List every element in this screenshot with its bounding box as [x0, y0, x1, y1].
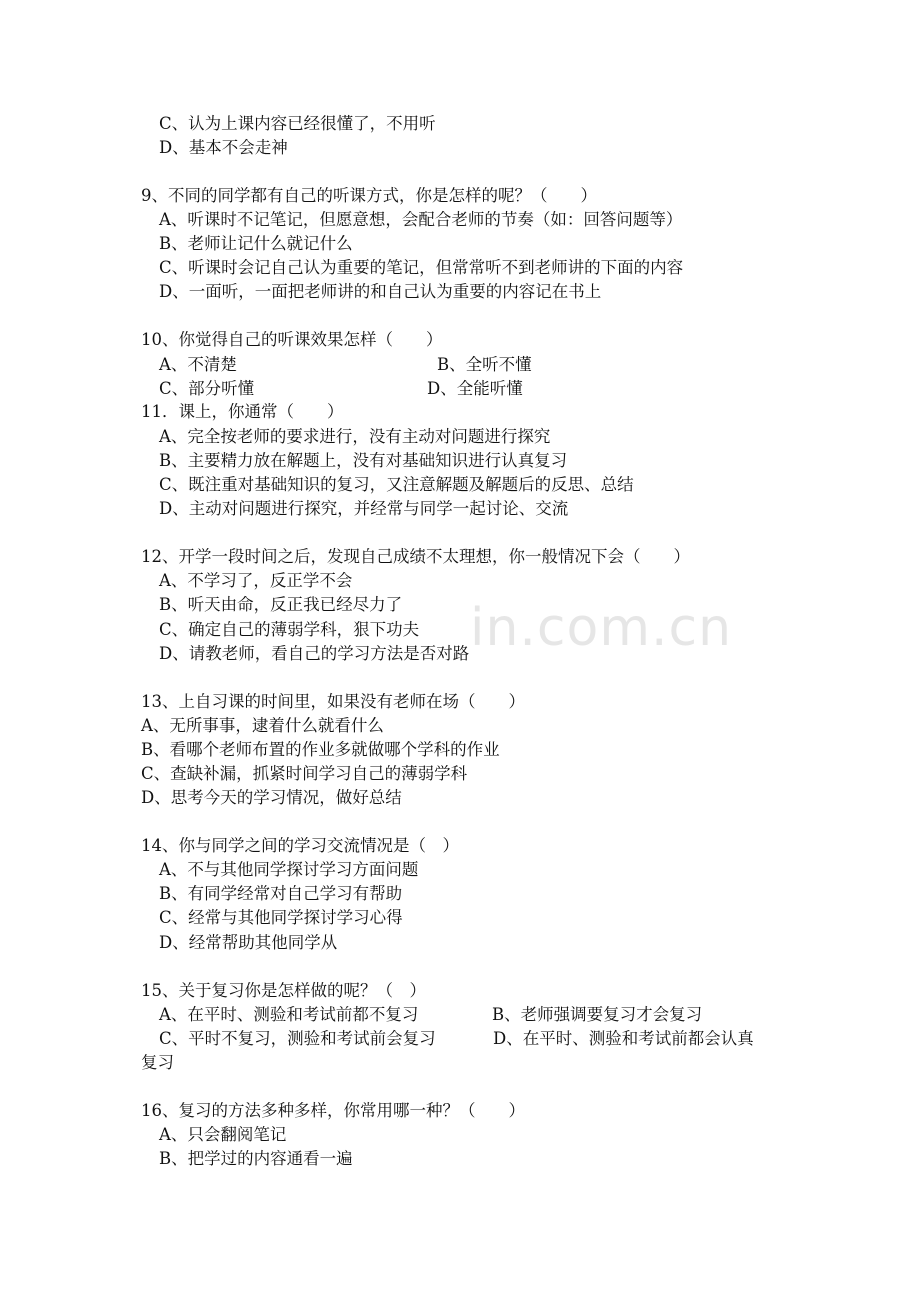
- option-10c: C、部分听懂: [159, 379, 255, 398]
- option-11b: B、主要精力放在解题上，没有对基础知识进行认真复习: [159, 451, 568, 470]
- question-9: 9、不同的同学都有自己的听课方式，你是怎样的呢？（ ）: [141, 186, 597, 205]
- question-11: 11．课上，你通常（ ）: [141, 402, 344, 421]
- option-9c: C、听课时会记自己认为重要的笔记，但常常听不到老师讲的下面的内容: [159, 258, 684, 277]
- option-15d: D、在平时、测验和考试前都会认真: [493, 1029, 754, 1048]
- option-12b: B、听天由命，反正我已经尽力了: [159, 595, 403, 614]
- option-8c: C、认为上课内容已经很懂了，不用听: [159, 114, 436, 133]
- question-12: 12、开学一段时间之后，发现自己成绩不太理想，你一般情况下会（ ）: [141, 547, 690, 566]
- question-15: 15、关于复习你是怎样做的呢？（ ）: [141, 981, 426, 1000]
- option-9a: A、听课时不记笔记，但愿意想，会配合老师的节奏（如：回答问题等）: [159, 210, 683, 229]
- option-16b: B、把学过的内容通看一遍: [159, 1149, 353, 1168]
- option-11d: D、主动对问题进行探究，并经常与同学一起讨论、交流: [159, 499, 569, 518]
- option-13c: C、查缺补漏，抓紧时间学习自己的薄弱学科: [141, 764, 468, 783]
- option-8d: D、基本不会走神: [159, 138, 288, 157]
- watermark: in.com.cn: [470, 598, 733, 658]
- option-15a: A、在平时、测验和考试前都不复习: [159, 1005, 419, 1024]
- option-10a: A、不清楚: [159, 355, 237, 374]
- option-12c: C、确定自己的薄弱学科，狠下功夫: [159, 620, 420, 639]
- question-16: 16、复习的方法多种多样，你常用哪一种？（ ）: [141, 1101, 525, 1120]
- option-14a: A、不与其他同学探讨学习方面问题: [159, 860, 419, 879]
- option-16a: A、只会翻阅笔记: [159, 1125, 287, 1144]
- option-14b: B、有同学经常对自己学习有帮助: [159, 884, 403, 903]
- option-10d: D、全能听懂: [427, 379, 523, 398]
- question-13: 13、上自习课的时间里，如果没有老师在场（ ）: [141, 692, 525, 711]
- option-12a: A、不学习了，反正学不会: [159, 571, 353, 590]
- option-13d: D、思考今天的学习情况，做好总结: [141, 788, 402, 807]
- question-14: 14、你与同学之间的学习交流情况是（ ）: [141, 836, 459, 855]
- option-15d-continued: 复习: [141, 1053, 174, 1072]
- question-10: 10、你觉得自己的听课效果怎样（ ）: [141, 330, 443, 349]
- option-9b: B、老师让记什么就记什么: [159, 234, 353, 253]
- option-15c: C、平时不复习，测验和考试前会复习: [159, 1029, 436, 1048]
- option-9d: D、一面听，一面把老师讲的和自己认为重要的内容记在书上: [159, 282, 602, 301]
- option-13b: B、看哪个老师布置的作业多就做哪个学科的作业: [141, 740, 500, 759]
- option-12d: D、请教老师，看自己的学习方法是否对路: [159, 644, 470, 663]
- option-14d: D、经常帮助其他同学从: [159, 933, 338, 952]
- option-13a: A、无所事事，逮着什么就看什么: [141, 716, 384, 735]
- option-15b: B、老师强调要复习才会复习: [492, 1005, 703, 1024]
- option-11a: A、完全按老师的要求进行，没有主动对问题进行探究: [159, 427, 551, 446]
- option-10b: B、全听不懂: [437, 355, 532, 374]
- option-11c: C、既注重对基础知识的复习，又注意解题及解题后的反思、总结: [159, 475, 634, 494]
- option-14c: C、经常与其他同学探讨学习心得: [159, 908, 403, 927]
